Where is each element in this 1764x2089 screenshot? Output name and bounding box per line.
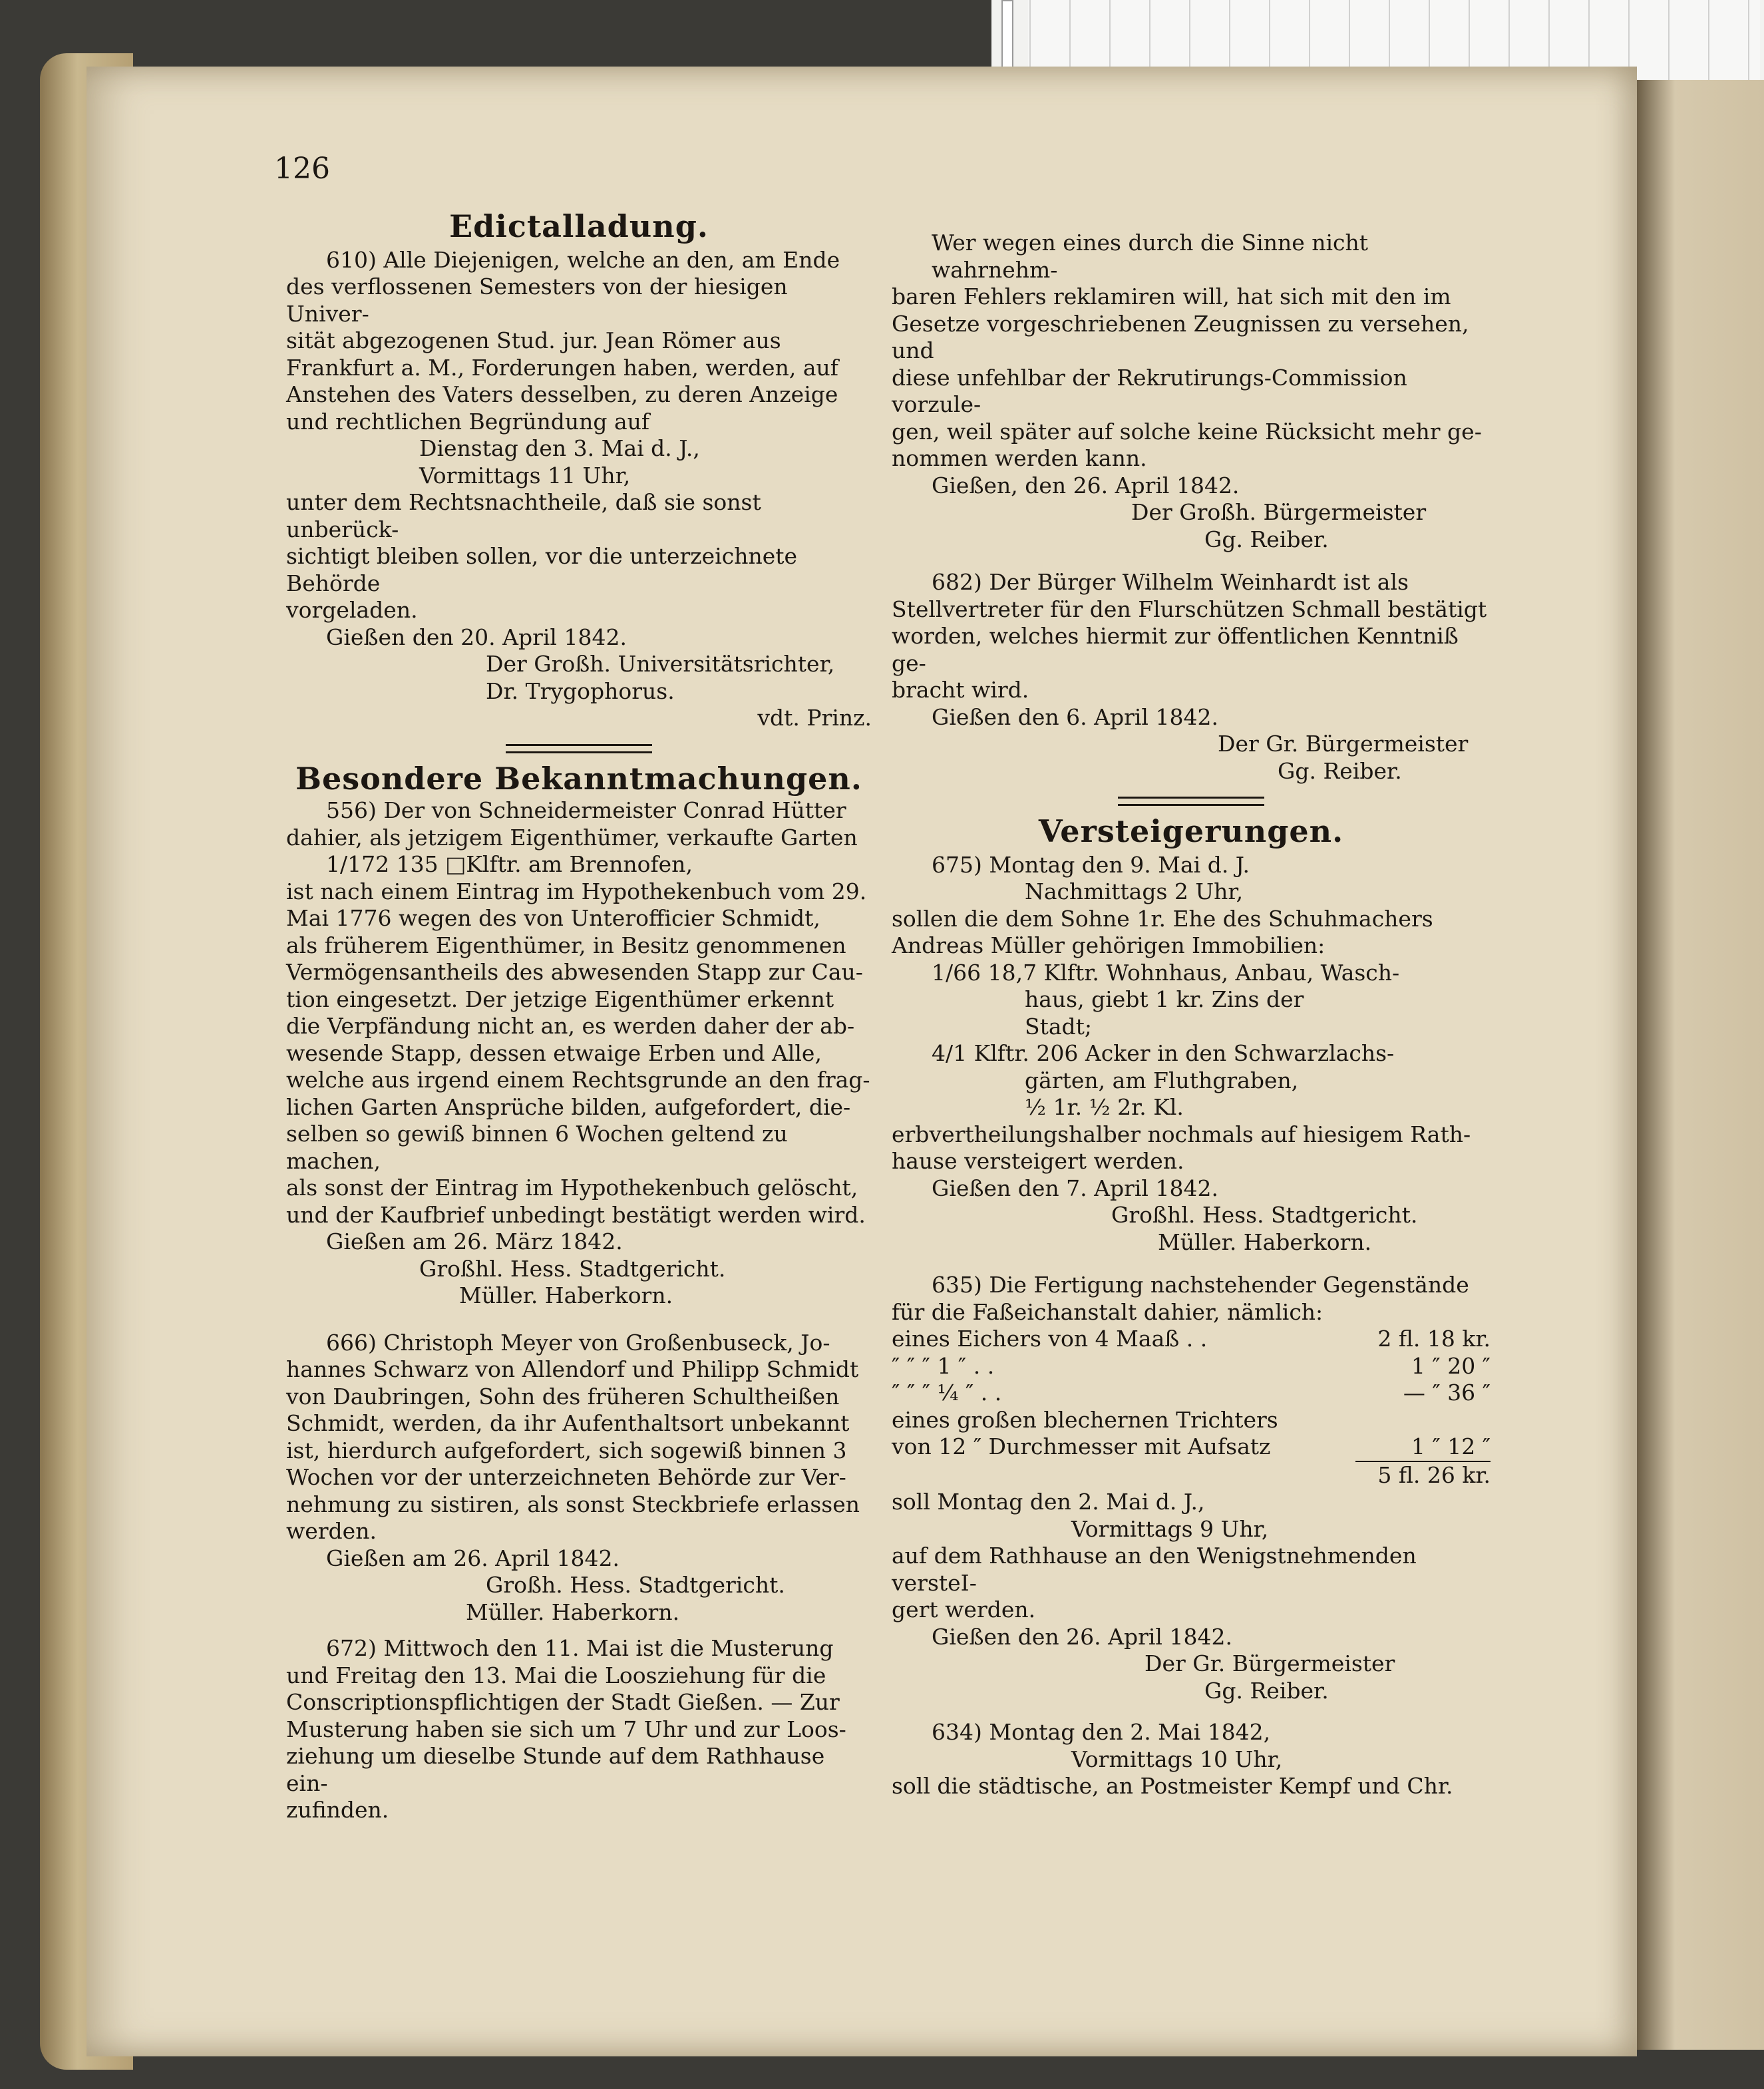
heading-besondere: Besondere Bekanntmachungen. (295, 760, 862, 797)
notice-610: 610) Alle Diejenigen, welche an den, am Ende des verflossenen Semesters von der hiesigen Univer- sität abgezogenen Stud. jur. Jean Römer aus Frankfurt a. M., Forderungen haben, werden, auf Anstehen des Vaters desselben, zu deren Anzeige und rechtlichen Begründung auf Dienstag den 3. Mai d. J., Vormittags 11 Uhr, unter dem Rechtsnachtheile, daß sie sonst unberück- sichtigt bleiben sollen, vor die unterzeichnete Behörde vorgeladen. Gießen den 20. April 1842. Der Großh. Universitätsrichter, Dr. Trygophorus. vdt. Prinz. (286, 246, 872, 731)
table-row: von 12 ″ Durchmesser mit Aufsatz 1 ″ 12 ″ (892, 1433, 1491, 1461)
notice-675: 675) Montag den 9. Mai d. J. Nachmittags 2 Uhr, sollen die dem Sohne 1r. Ehe des Schuhmachers Andreas Müller gehörigen Immobilien: 1/66 18,7 Klftr. Wohnhaus, Anbau, Wasch- haus, giebt 1 kr. Zins der Stadt; 4/1 Klftr. 206 Acker in den Schwarzlachs- gärten, am Fluthgraben, ½ 1r. ½ 2r. Kl. erbvertheilungshalber nochmals auf hiesigem Rath- hause versteigert werden. Gießen den 7. April 1842. Großhl. Hess. Stadtgericht. Müller. Haberkorn. (892, 851, 1471, 1255)
notice-634: 634) Montag den 2. Mai 1842, Vormittags 10 Uhr, soll die städtische, an Postmeister Kempf und Chr. (892, 1719, 1453, 1799)
notice-556: 556) Der von Schneidermeister Conrad Hütter dahier, als jetzigem Eigenthümer, verkaufte Garten 1/172 135 □Klftr. am Brennofen, ist nach einem Eintrag im Hypothekenbuch vom 29. Mai 1776 wegen des von Unterofficier Schmidt, als früherem Eigenthümer, in Besitz genommenen Vermögensantheils des abwesenden Stapp zur Cau- tion eingesetzt. Der jetzige Eigenthümer erkennt die Verpfändung nicht an, es werden daher der ab- wesende Stapp, dessen etwaige Erben und Alle, welche aus irgend einem Rechtsgrunde an den frag- lichen Garten Ansprüche bilden, aufgefordert, die- selben so gewiß binnen 6 Wochen geltend zu machen, als sonst der Eintrag im Hypothekenbuch gelöscht, und der Kaufbrief unbedingt bestätigt werden wird. Gießen am 26. März 1842. Großhl. Hess. Stadtgericht. Müller. Haberkorn. (286, 797, 870, 1308)
notice-672-cont: Wer wegen eines durch die Sinne nicht wahrnehm- baren Fehlers reklamiren will, hat sich mit den im Gesetze vorgeschriebenen Zeugnissen zu versehen, und diese unfehlbar der Rekrutirungs-Commission vorzule- gen, weil später auf solche keine Rücksicht mehr ge- nommen werden kann. Gießen, den 26. April 1842. Der Großh. Bürgermeister Gg. Reiber. (892, 230, 1482, 552)
page-stack-right (1637, 80, 1764, 2050)
table-row-total: 5 fl. 26 kr. (1377, 1461, 1491, 1488)
notice-672: 672) Mittwoch den 11. Mai ist die Musterung und Freitag den 13. Mai die Loosziehung für die Conscriptionspflichtigen der Stadt Gießen. — Zur Musterung haben sie sich um 7 Uhr und zur Loos- ziehung um dieselbe Stunde auf dem Rathhause ein- zufinden. (286, 1635, 846, 1823)
notice-682: 682) Der Bürger Wilhelm Weinhardt ist als Stellvertreter für den Flurschützen Schmall bestätigt worden, welches hiermit zur öffentlichen Kenntniß ge- bracht wird. Gießen den 6. April 1842. Der Gr. Bürgermeister Gg. Reiber. (892, 569, 1487, 784)
right-column (892, 230, 1491, 1800)
notice-610-place: Gießen den 20. April 1842. (326, 624, 627, 650)
section-divider (506, 744, 652, 753)
price-table (892, 1326, 1491, 1489)
notice-666: 666) Christoph Meyer von Großenbuseck, Jo- hannes Schwarz von Allendorf und Philipp Schmidt von Daubringen, Sohn des früheren Schultheißen Schmidt, werden, da ihr Aufenthaltsort unbekannt ist, hierdurch aufgefordert, sich sogewiß binnen 3 Wochen vor der unterzeichneten Behörde zur Ver- nehmung zu sistiren, als sonst Steckbriefe erlassen werden. Gießen am 26. April 1842. Großh. Hess. Stadtgericht. Müller. Haberkorn. (286, 1329, 860, 1625)
heading-edictalladung: Edictalladung. (449, 208, 709, 244)
table-row: ″ ″ ″ 1 ″ . . 1 ″ 20 ″ (892, 1352, 1491, 1379)
table-row: eines Eichers von 4 Maaß . . 2 fl. 18 kr. (892, 1326, 1491, 1352)
heading-versteigerungen: Versteigerungen. (1038, 813, 1344, 849)
table-row: ″ ″ ″ ¼ ″ . . — ″ 36 ″ (892, 1380, 1491, 1406)
left-column (286, 208, 872, 1824)
section-divider-2 (1118, 797, 1264, 806)
notice-635: 635) Die Fertigung nachstehender Gegenstände für die Faßeichanstalt dahier, nämlich: eines Eichers von 4 Maaß . . 2 fl. 18 kr. ″ ″ ″ 1 ″ . . 1 ″ 20 ″ ″ ″ ″ ¼ ″ . . — ″ 36 ″ eines großen blechernen Trichters von 12 ″ Durchmesser mit Aufsatz 1 ″ 12 ″ 5 fl. 26 kr. soll Montag den 2. Mai d. J., Vormittags 9 Uhr, auf dem Rathhause an den Wenigstnehmenden versteI- gert werden. Gießen den 26. April 1842. Der Gr. Bürgermeister Gg. Reiber. (892, 1272, 1491, 1704)
table-row: eines großen blechernen Trichters (892, 1406, 1278, 1433)
page-number: 126 (274, 152, 330, 186)
